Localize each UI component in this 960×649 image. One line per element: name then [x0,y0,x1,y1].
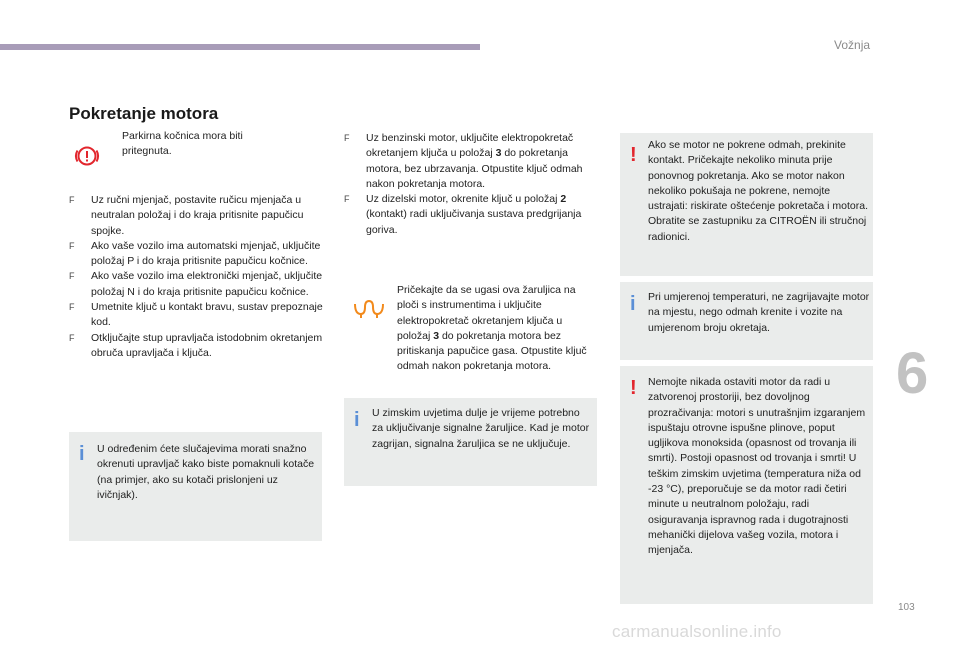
parking-brake-note: Parkirna kočnica mora biti pritegnuta. [122,130,243,158]
page-number: 103 [898,602,915,613]
info-icon: i [354,409,360,431]
bullet-marker: F [69,302,75,313]
list-item: F Uz dizelski motor, okrenite ključ u položaj 2 (kontakt) radi uključivanja sustava predgrijanja goriva. [344,193,582,236]
warning-box-no-start: ! Ako se motor ne pokrene odmah, prekinite kontakt. Pričekajte nekoliko minuta prije ponovnog pokretanja. Ako se motor nakon nekoliko pokušaja ne pokrene, nemojte ustrajati: riskirate oštećenje pokretača i motora. Obratite se zastupniku za CITROËN ili stručnoj radionici. [620,133,873,276]
watermark: carmanualsonline.info [612,622,782,641]
info-icon: i [79,443,85,465]
chapter-number: 6 [896,341,929,406]
info-box-winter: i U zimskim uvjetima dulje je vrijeme potrebno za uključivanje signalne žaruljice. Kad je motor zagrijan, signalna žaruljica se ne uključuje. [344,398,597,486]
list-item: F Umetnite ključ u kontakt bravu, sustav prepoznaje kod. [69,301,323,329]
header-accent-bar [0,44,480,50]
list-item: F Ako vaše vozilo ima automatski mjenjač, uključite položaj P i do kraja pritisnite papučicu kočnice. [69,239,321,268]
start-procedure-list [69,193,327,361]
bullet-marker: F [344,133,350,143]
list-item: F Uz benzinski motor, uključite elektropokretač okretanjem ključa u položaj 3 do pokretanja motora, bez ubrzavanja. Otpustite ključ odmah nakon pokretanja motora. [344,132,583,190]
bullet-marker: F [69,240,75,251]
page-title: Pokretanje motora [69,104,219,123]
glow-plug-note: Pričekajte da se ugasi ova žaruljica na ploči s instrumentima i uključite elektropokretač okretanjem ključa u položaj 3 do pokretanja motora bez pritiskanja papučice gasa. Otpustite ključ odmah nakon pokretanja motora. [397,284,587,373]
list-item: F Uz ručni mjenjač, postavite ručicu mjenjača u neutralan položaj i do kraja pritisnite papučicu spojke. [69,194,304,237]
bullet-marker: F [344,194,350,205]
list-item: F Ako vaše vozilo ima elektronički mjenjač, uključite položaj N i do kraja pritisnite papučicu kočnice. [69,270,323,298]
bullet-marker: F [69,271,75,282]
list-item: F Otključajte stup upravljača istodobnim okretanjem obruča upravljača i ključa. [69,331,323,359]
glow-plug-icon [352,298,386,320]
info-box-warmup: i Pri umjerenoj temperaturi, ne zagrijavajte motor na mjestu, nego odmah krenite i vozite na umjerenom broju okretaja. [620,282,873,360]
bullet-marker: F [69,332,75,343]
warning-icon: ! [630,377,637,399]
bullet-marker: F [69,195,75,205]
warning-box-enclosed-space: ! Nemojte nikada ostaviti motor da radi u zatvorenoj prostoriji, bez dovoljnog prozračivanja: motori s unutrašnjim izgaranjem ispuštaju otrovne ispušne plinove, poput ugljikova monoksida (opasnost od trovanja ili smrti). Postoji opasnost od trovanja i smrti! U teškim zimskim uvjetima (temperatura niža od -23 °C), preporučuje se da motor radi četiri minute u neutralnom položaju, radi osiguravanja ispravnog rada i dugotrajnosti mehanički dijelova vašeg vozila, motora i mjenjača. [620,366,873,604]
engine-type-list [344,131,596,238]
info-box-steering: i U određenim ćete slučajevima morati snažno okrenuti upravljač kako biste pomaknuli kotače (na primjer, ako su kotači prislonjeni uz ivičnjak). [69,432,322,541]
info-icon: i [630,293,636,315]
warning-icon: ! [630,144,637,166]
section-label: Vožnja [834,38,871,52]
parking-brake-warning-icon [73,142,101,170]
